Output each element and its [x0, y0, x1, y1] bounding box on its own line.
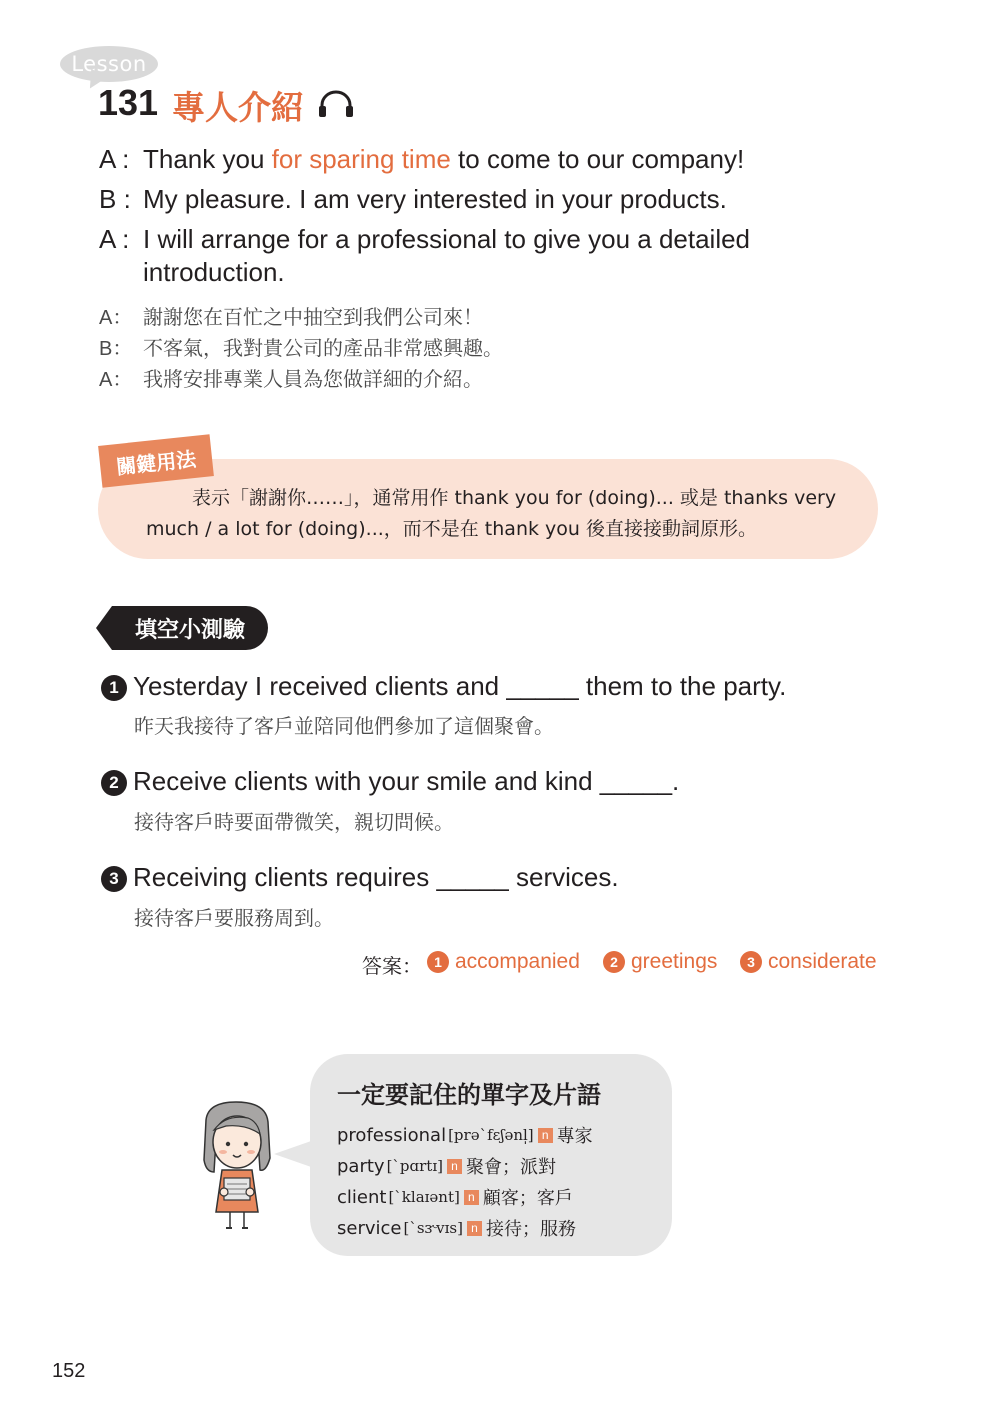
vocab-item — [337, 1215, 576, 1241]
vocab-title: 一定要記住的單字及片語 — [337, 1081, 601, 1109]
dialogue-line-2 — [99, 183, 727, 216]
answer-number: 3 — [740, 951, 762, 973]
quiz-tag-label: 填空小測驗 — [134, 617, 245, 643]
lesson-number: 131 — [98, 82, 159, 123]
vocab-word: party — [337, 1155, 385, 1177]
question-1-text: Yesterday I received clients and _____ them to the party. — [133, 671, 787, 701]
vocab-ipa: [ˋklaɪənt] — [388, 1188, 460, 1206]
part-of-speech-badge: n — [538, 1128, 553, 1143]
vocab-item — [337, 1184, 573, 1210]
speaker-label: A： — [99, 369, 133, 391]
vocab-item — [337, 1122, 593, 1148]
question-3-translation: 接待客戶要服務周到。 — [134, 906, 334, 930]
key-usage-tag-label: 關鍵用法 — [115, 446, 198, 479]
vocab-meaning: 聚會；派對 — [465, 1157, 556, 1178]
vocab-word: professional — [337, 1124, 447, 1146]
part-of-speech-badge: n — [464, 1190, 479, 1205]
lesson-label: Lesson — [71, 52, 147, 76]
answer-2 — [603, 950, 717, 974]
dialogue-line-3-cont: introduction. — [143, 257, 285, 287]
answer-word: accompanied — [455, 950, 580, 973]
answers-label: 答案： — [362, 954, 422, 978]
dialogue-text: I will arrange for a professional to give you a detailed — [143, 224, 751, 254]
answer-3 — [740, 950, 877, 974]
lesson-badge — [60, 46, 158, 82]
lesson-title: 專人介紹 — [172, 88, 304, 127]
question-1-translation: 昨天我接待了客戶並陪同他們參加了這個聚會。 — [134, 714, 554, 738]
vocab-ipa: [prəˋfɛʃənl̩] — [448, 1126, 534, 1144]
answer-number: 1 — [427, 951, 449, 973]
dialogue-text: My pleasure. I am very interested in your products. — [143, 184, 727, 214]
answer-1 — [427, 950, 580, 974]
quiz-tag-pointer — [96, 606, 112, 650]
dialogue-text: Thank you — [143, 144, 272, 174]
answer-word: considerate — [768, 950, 877, 973]
part-of-speech-badge: n — [467, 1221, 482, 1236]
speaker-label: B : — [99, 184, 131, 214]
vocab-ipa: [ˋpɑrtɪ] — [386, 1157, 443, 1175]
dialogue-text: to come to our company! — [450, 144, 745, 174]
question-number-3: 3 — [101, 866, 127, 892]
dialogue-line-3 — [99, 223, 750, 256]
translation-line-1 — [99, 303, 483, 332]
key-usage-text: 表示「謝謝你……」，通常用作 thank you for (doing)... 或是 thanks very much / a lot for (doing)...，而不是在 thank you 後直接接動詞原形。 — [146, 487, 837, 540]
speaker-label: B： — [99, 338, 133, 360]
translation-line-3 — [99, 365, 483, 394]
part-of-speech-badge: n — [447, 1159, 462, 1174]
translation-text: 謝謝您在百忙之中抽空到我們公司來！ — [143, 305, 483, 329]
vocab-meaning: 接待；服務 — [485, 1219, 576, 1240]
question-number-2: 2 — [101, 770, 127, 796]
vocab-meaning: 顧客；客戶 — [482, 1188, 573, 1209]
page-number: 152 — [52, 1360, 86, 1382]
speaker-label: A : — [99, 144, 130, 174]
speaker-label: A : — [99, 224, 130, 254]
vocab-item — [337, 1153, 556, 1179]
vocab-word: client — [337, 1186, 387, 1208]
question-2-translation: 接待客戶時要面帶微笑，親切問候。 — [134, 810, 454, 834]
question-3-text: Receiving clients requires _____ services. — [133, 862, 619, 892]
vocab-word: service — [337, 1217, 402, 1239]
quiz-tag — [112, 606, 268, 650]
dialogue-line-1 — [99, 143, 744, 176]
answer-number: 2 — [603, 951, 625, 973]
vocab-meaning: 專家 — [556, 1126, 593, 1147]
girl-illustration — [196, 1100, 278, 1234]
headphones-icon[interactable] — [318, 90, 354, 118]
highlight-phrase: for sparing time — [271, 144, 451, 174]
translation-text: 我將安排專業人員為您做詳細的介紹。 — [143, 367, 483, 391]
translation-line-2 — [99, 334, 503, 363]
vocab-ipa: [ˋsɝvɪs] — [403, 1219, 463, 1237]
question-number-1: 1 — [101, 675, 127, 701]
speaker-label: A： — [99, 307, 133, 329]
answer-word: greetings — [631, 950, 718, 973]
translation-text: 不客氣，我對貴公司的產品非常感興趣。 — [143, 336, 503, 360]
vocab-bubble-tail — [274, 1140, 314, 1168]
question-2-text: Receive clients with your smile and kind _____. — [133, 766, 680, 796]
